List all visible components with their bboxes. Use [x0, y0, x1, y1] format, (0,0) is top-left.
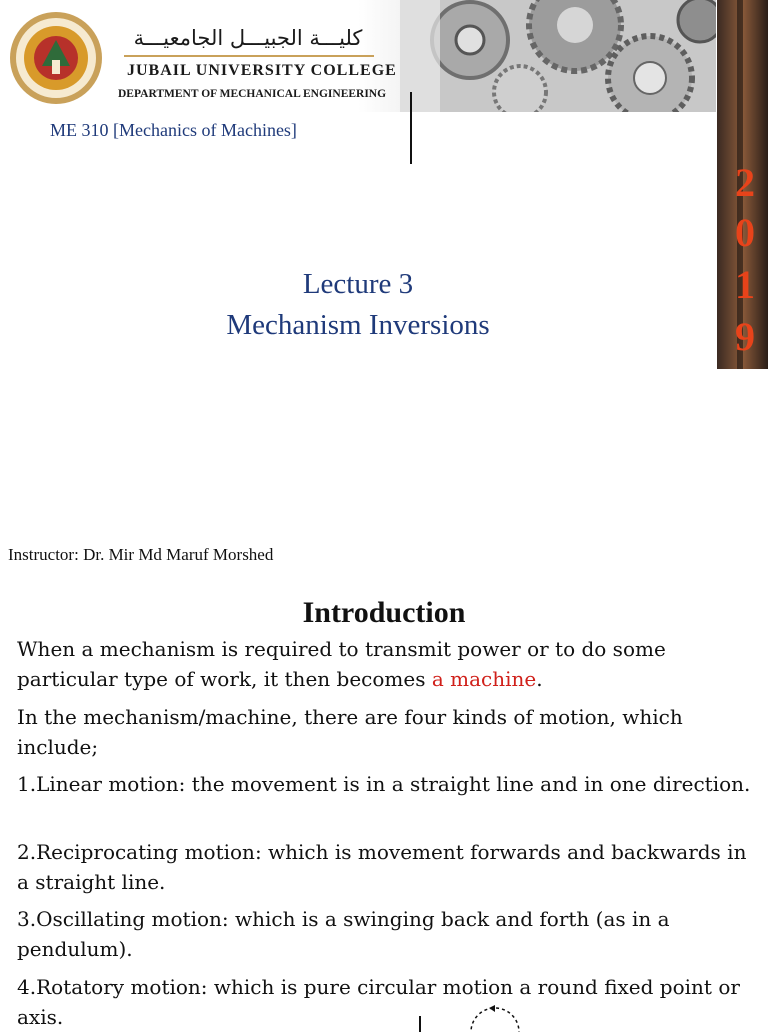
year-digit: 0: [735, 210, 755, 255]
highlight-text: a machine: [431, 667, 537, 691]
paragraph-text: When a mechanism is required to transmit power or to do some particular type of work, it then becomes: [17, 637, 666, 691]
paragraph-end: .: [536, 667, 543, 691]
introduction-slide: [0, 594, 768, 1029]
lecture-title: Mechanism Inversions: [226, 309, 490, 341]
slide-title: Introduction: [302, 596, 466, 629]
year-strip-image: [717, 0, 768, 369]
list-item-linear-motion: 1.Linear motion: the movement is in a straight line and in one direction.: [17, 772, 751, 796]
department-name: DEPARTMENT OF MECHANICAL ENGINEERING: [118, 88, 387, 100]
year-digit: 2: [735, 160, 755, 205]
list-item-reciprocating-motion: 2.Reciprocating motion: which is movement forwards and backwards in a straight line.: [17, 840, 747, 894]
lecture-number: Lecture 3: [302, 268, 414, 300]
paragraph-motion-kinds: In the mechanism/machine, there are four kinds of motion, which include;: [17, 705, 683, 759]
college-arabic-name: كليـــة الجبيـــل الجامعيـــة: [133, 26, 363, 50]
college-name: JUBAIL UNIVERSITY COLLEGE: [127, 62, 397, 79]
year-strip: [717, 0, 768, 369]
paragraph-machine-definition: [17, 634, 757, 694]
list-item-oscillating-motion: 3.Oscillating motion: which is a swinging back and forth (as in a pendulum).: [17, 907, 670, 961]
year-digit: 1: [735, 262, 755, 307]
header-divider: [124, 55, 374, 57]
course-title: ME 310 [Mechanics of Machines]: [50, 120, 297, 140]
year-digit: 9: [735, 314, 755, 359]
instructor-name: Instructor: Dr. Mir Md Maruf Morshed: [8, 545, 274, 564]
university-logo: [8, 10, 104, 106]
vertical-divider: [410, 92, 412, 164]
rotation-diagram-icon: [410, 1002, 540, 1032]
list-item-rotatory-motion: 4.Rotatory motion: which is pure circular motion a round fixed point or axis.: [17, 975, 740, 1029]
header-banner: [0, 0, 716, 112]
gears-image: [400, 0, 716, 112]
